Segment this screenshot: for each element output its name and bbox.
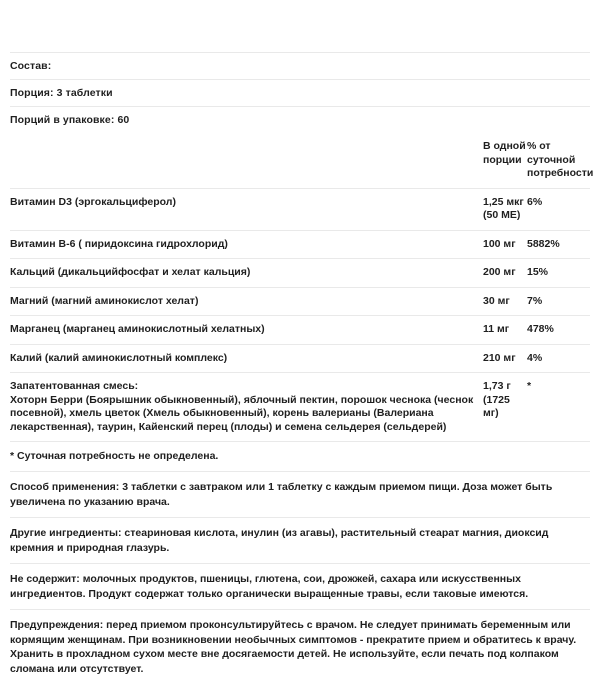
header-cell-amount-per-serving: В одной порции: [483, 133, 527, 188]
nutrient-amount: 210 мг: [483, 344, 527, 373]
other-ingredients-paragraph: Другие ингредиенты: стеариновая кислота, инулин (из агавы), растительный стеарат магния, диоксид кремния и природная глазурь.: [10, 518, 590, 564]
table-header-row: [10, 133, 590, 188]
nutrient-amount: 200 мг: [483, 259, 527, 288]
table-row: [10, 287, 590, 316]
nutrient-name: Марганец (марганец аминокислотный хелатных): [10, 316, 483, 345]
nutrient-name: Кальций (дикальцийфосфат и хелат кальция): [10, 259, 483, 288]
table-row: [10, 316, 590, 345]
table-body: [10, 188, 590, 442]
table-row: [10, 259, 590, 288]
nutrient-daily-value: 15%: [527, 259, 590, 288]
proprietary-blend-ingredients: Хоторн Берри (Боярышник обыкновенный), яблочный пектин, порошок чеснока (чеснок посевной), хмель цветок (Хмель обыкновенный), корень валерианы (Валериана лекарственная), таурин, Кайенский перец (плоды) и семена сельдерея (сельдерей): [10, 393, 474, 433]
table-header: [10, 133, 594, 188]
supplement-facts-table: [10, 133, 594, 442]
nutrient-amount: 11 мг: [483, 316, 527, 345]
nutrient-name: Калий (калий аминокислотный комплекс): [10, 344, 483, 373]
nutrient-daily-value: 7%: [527, 287, 590, 316]
intro-line-composition: Состав:: [10, 60, 52, 72]
nutrient-name: Витамин B-6 ( пиридоксина гидрохлорид): [10, 230, 483, 259]
free-from-paragraph: Не содержит: молочных продуктов, пшеницы, глютена, сои, дрожжей, сахара или искусственных ингредиентов. Продукт содержат только органически выращенные травы, если таковые имеются.: [10, 564, 590, 610]
table-row: [10, 188, 590, 230]
intro-line-servings-per-container: Порций в упаковке: 60: [10, 114, 130, 126]
intro-line-serving-size: Порция: 3 таблетки: [10, 87, 113, 99]
nutrient-daily-value: 5882%: [527, 230, 590, 259]
proprietary-blend-row: [10, 373, 590, 442]
header-cell-nutrient: [10, 133, 483, 188]
nutrient-amount: 1,25 мкг (50 МЕ): [483, 188, 527, 230]
proprietary-blend-cell: [10, 373, 483, 442]
nutrient-amount: 30 мг: [483, 287, 527, 316]
proprietary-blend-daily-value: *: [527, 373, 590, 442]
directions-paragraph: Способ применения: 3 таблетки с завтраком или 1 таблетку с каждым приемом пищи. Доза может быть увеличена по указанию врача.: [10, 472, 590, 518]
nutrient-name: Магний (магний аминокислот хелат): [10, 287, 483, 316]
table-row: [10, 230, 590, 259]
nutrient-name: Витамин D3 (эргокальциферол): [10, 188, 483, 230]
nutrient-daily-value: 478%: [527, 316, 590, 345]
top-spacer: [10, 0, 590, 52]
proprietary-blend-title: Запатентованная смесь:: [10, 380, 139, 392]
warnings-paragraph: Предупреждения: перед приемом проконсультируйтесь с врачом. Не следует принимать беременным или кормящим женщинам. При возникновении необычных симптомов - прекратите прием и обратитесь к врачу. Хранить в прохладном сухом месте вне досягаемости детей. Не используйте, если печать под колпаком сломана или отсутствует.: [10, 619, 577, 675]
nutrient-amount: 100 мг: [483, 230, 527, 259]
table-row: [10, 344, 590, 373]
header-cell-daily-value: % от суточной потребности: [527, 133, 590, 188]
daily-value-footnote: * Суточная потребность не определена.: [10, 442, 590, 472]
proprietary-blend-amount: 1,73 г (1725 мг): [483, 373, 527, 442]
nutrient-daily-value: 4%: [527, 344, 590, 373]
nutrient-daily-value: 6%: [527, 188, 590, 230]
